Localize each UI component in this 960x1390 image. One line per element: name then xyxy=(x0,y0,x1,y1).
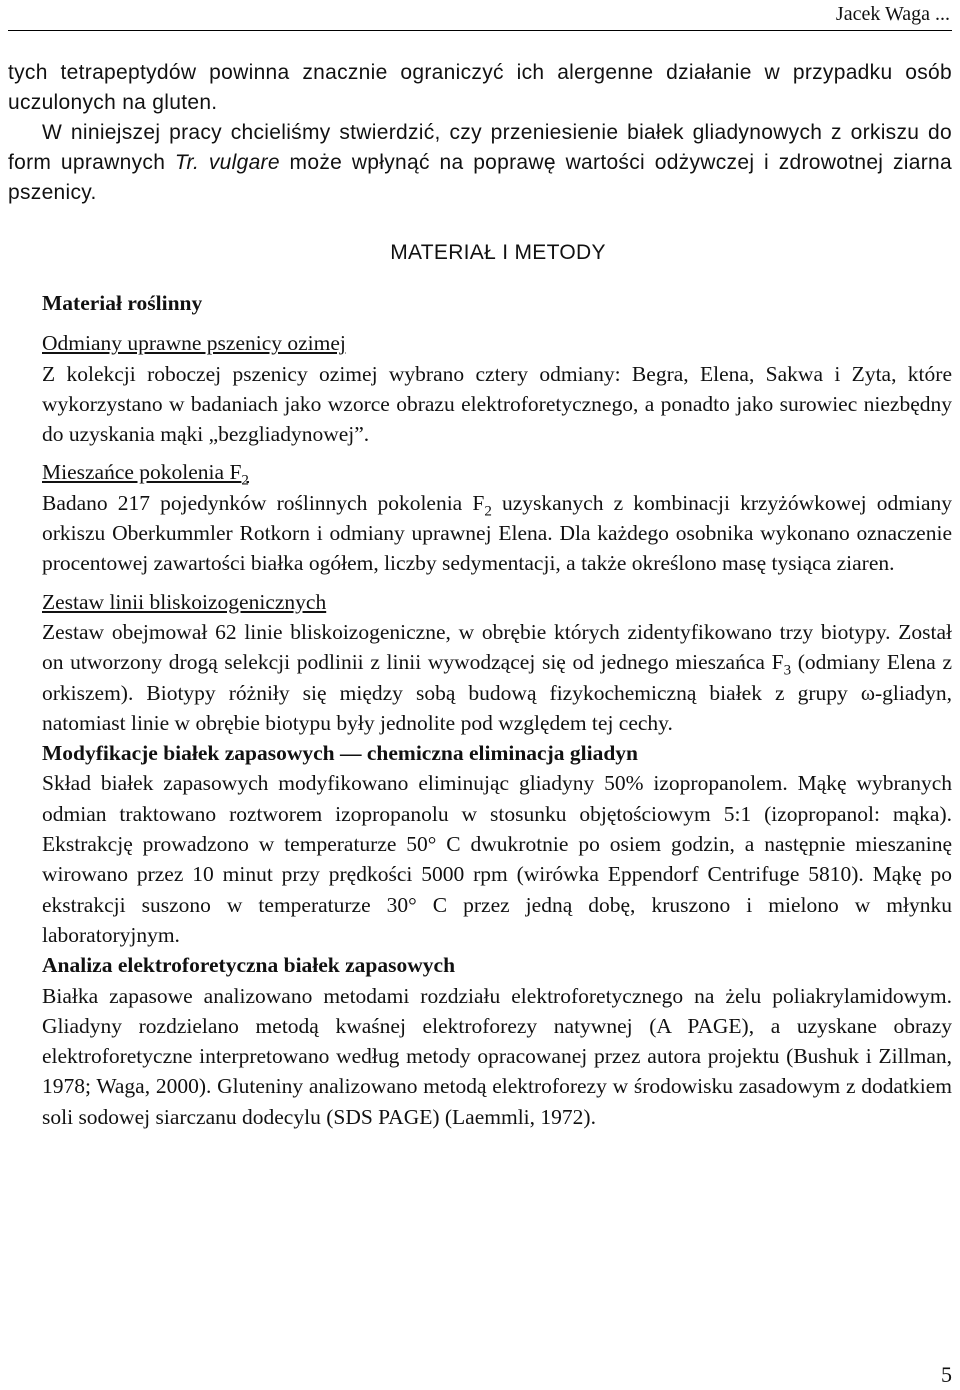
lines-block xyxy=(42,587,952,738)
varieties-block xyxy=(42,328,952,449)
hybrids-text-part-1: Badano 217 pojedynków roślinnych pokolenia F xyxy=(42,490,485,515)
modification-text: Skład białek zapasowych modyfikowano eliminując gliadyny 50% izopropanolem. Mąkę wybranych odmian traktowano roztworem izopropanolu w stosunku objętościowym 5:1 (izopropanol: mąka). Ekstrakcję prowadzono w temperaturze 50° C dwukrotnie po osiem godzin, a następnie mieszaninę wirowano przez 10 minut przy prędkości 5000 rpm (wirówka Eppendorf Centrifuge 5810). Mąkę po ekstrakcji suszono w temperaturze 30° C przez jedną dobę, kruszono i mielono w młynku laboratoryjnym. xyxy=(42,771,952,947)
electrophoresis-text: Białka zapasowe analizowano metodami rozdziału elektroforetycznego na żelu poliakrylamidowym. Gliadyny rozdzielano metodą kwaśnej elektroforezy natywnej (A PAGE), a uzyskane obrazy elektroforetyczne interpretowano według metody opracowanej przez autora projektu (Bushuk i Zillman, 1978; Waga, 2000). Gluteniny analizowano metodą elektroforezy w środowisku zasadowym z dodatkiem soli sodowej siarczanu dodecylu (SDS PAGE) (Laemmli, 1972). xyxy=(42,983,952,1129)
introduction xyxy=(8,58,952,268)
hybrids-block xyxy=(42,457,952,578)
intro-aim-text-2: może wpłynąć na poprawę wartości odżywczej i zdrowotnej ziarna pszenicy. xyxy=(8,151,952,204)
hybrids-text-part-2: uzyskanych z kombinacji krzyżówkowej odmiany orkiszu Oberkummler Rotkorn i odmiany uprawnej Elena. Dla każdego osobnika wykonano oznaczenie procentowej zawartości białka ogółem, liczby sedymentacji, a także określono masę tysiąca ziaren. xyxy=(42,490,952,576)
varieties-text: Z kolekcji roboczej pszenicy ozimej wybrano cztery odmiany: Begra, Elena, Sakwa i Zyta, które wykorzystano w badaniach jako wzorce obrazu elektroforetycznego, a ponadto jako surowiec niezbędny do uzyskania mąki „bezgliadynowej”. xyxy=(42,361,952,447)
hybrids-heading xyxy=(42,457,952,487)
header-rule xyxy=(8,30,952,31)
lines-text-part-2: (odmiany Elena z orkiszem). Biotypy różniły się między sobą budową fizykochemiczną białek z grupy ω-gliadyn, natomiast linie w obrębie biotypu były jednolite pod względem tej cechy. xyxy=(42,650,952,735)
hybrids-text-subscript: 2 xyxy=(484,503,492,520)
page-number: 5 xyxy=(941,1362,952,1387)
modification-block xyxy=(42,738,952,950)
species-name: Tr. vulgare xyxy=(174,151,280,174)
intro-aim-text-1: W niniejszej pracy chcieliśmy stwierdzić, czy przeniesienie białek gliadynowych z orkiszu do form uprawnych xyxy=(8,121,952,174)
lines-text-subscript: 3 xyxy=(783,662,792,679)
electrophoresis-block xyxy=(42,950,952,1132)
intro-continuation: tych tetrapeptydów powinna znacznie ograniczyć ich alergenne działanie w przypadku osób uczulonych na gluten. xyxy=(8,61,952,114)
hybrids-text xyxy=(42,488,952,579)
lines-heading: Zestaw linii bliskoizogenicznych xyxy=(42,589,327,614)
page-body xyxy=(8,58,952,1132)
lines-text xyxy=(42,617,952,738)
running-head: Jacek Waga ... xyxy=(835,3,950,25)
varieties-heading: Odmiany uprawne pszenicy ozimej xyxy=(42,331,346,356)
electrophoresis-heading: Analiza elektroforetyczna białek zapasowych xyxy=(42,953,456,978)
plant-material-heading: Materiał roślinny xyxy=(42,291,203,315)
methods-content xyxy=(42,288,952,1132)
hybrids-heading-text: Mieszańce pokolenia F xyxy=(42,460,242,485)
hybrids-heading-subscript: 2 xyxy=(241,472,249,489)
section-title: MATERIAŁ I METODY xyxy=(390,241,606,264)
modification-heading: Modyfikacje białek zapasowych — chemiczna eliminacja gliadyn xyxy=(42,741,638,766)
intro-aim-paragraph xyxy=(8,118,952,208)
lines-text-part-1: Zestaw obejmował 62 linie bliskoizogeniczne, w obrębie których zidentyfikowano trzy biotypy. Został on utworzony drogą selekcji podlinii z linii wywodzącej się od jednego mieszańca F xyxy=(42,619,952,675)
